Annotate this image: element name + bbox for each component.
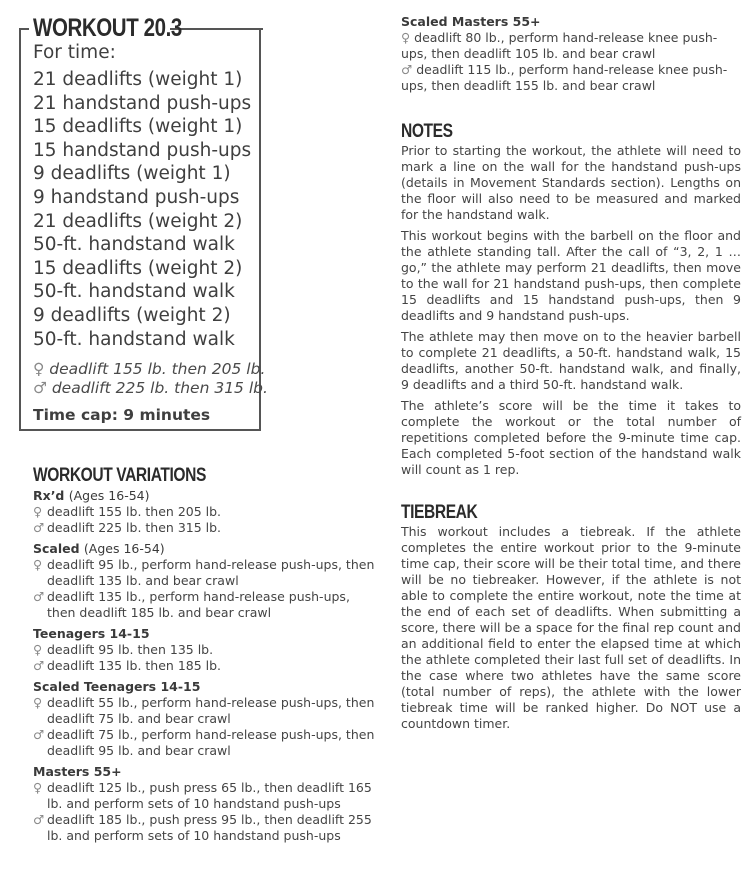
male-symbol-icon: ♂ xyxy=(33,589,45,604)
variation-ages: (Ages 16-54) xyxy=(83,541,165,556)
variation-male-text: deadlift 185 lb., push press 95 lb., then deadlift 255 lb. and perform sets of 10 handstand push-ups xyxy=(47,812,372,843)
variation-male xyxy=(33,658,378,674)
notes-heading-text: NOTES xyxy=(401,121,453,142)
variation-male xyxy=(33,520,378,536)
movement-item: 21 deadlifts (weight 2) xyxy=(33,210,243,232)
movement-list xyxy=(33,68,251,351)
female-weights-text: deadlift 155 lb. then 205 lb. xyxy=(49,360,266,378)
male-weights-text: deadlift 225 lb. then 315 lb. xyxy=(51,379,268,397)
variation-female xyxy=(33,780,378,812)
variation-name: Rx’d xyxy=(33,488,65,503)
variation-male xyxy=(33,727,378,759)
female-symbol-icon: ♀ xyxy=(33,504,43,519)
male-symbol-icon: ♂ xyxy=(33,658,45,673)
right-column xyxy=(401,13,741,737)
variation-female xyxy=(33,642,378,658)
variation-female-text: deadlift 125 lb., push press 65 lb., then deadlift 165 lb. and perform sets of 10 handstand push-ups xyxy=(47,780,372,811)
variation-female-text: deadlift 95 lb., perform hand-release push-ups, then deadlift 135 lb. and bear crawl xyxy=(47,557,375,588)
movement-item: 21 deadlifts (weight 1) xyxy=(33,69,243,90)
movement-item: 9 deadlifts (weight 1) xyxy=(33,163,231,185)
movement-item: 15 deadlifts (weight 2) xyxy=(33,257,243,279)
notes-paragraph: Prior to starting the workout, the athlete will need to mark a line on the wall for the handstand push-ups (details in Movement Standards section). Lengths on the floor will also need to be measured and marked for the handstand walk. xyxy=(401,143,741,222)
variation-male xyxy=(401,62,741,94)
female-symbol-icon: ♀ xyxy=(33,695,43,710)
variation-female xyxy=(33,695,378,727)
workout-title-text: WORKOUT 20.3 xyxy=(33,14,182,42)
variation-male-text: deadlift 75 lb., perform hand-release push-ups, then deadlift 95 lb. and bear crawl xyxy=(47,727,375,758)
notes-paragraph: This workout begins with the barbell on the floor and the athlete standing tall. After the call of “3, 2, 1 … go,” the athlete may perform 21 deadlifts, then move to the wall for 21 handstand push-ups, then complete 15 deadlifts and 15 handstand push-ups, then 9 deadlifts and 9 handstand push-ups. xyxy=(401,228,741,323)
time-cap: Time cap: 9 minutes xyxy=(33,406,211,424)
workout-variations xyxy=(33,464,378,844)
male-symbol-icon: ♂ xyxy=(401,62,413,77)
workout-weights xyxy=(33,360,268,398)
female-symbol-icon: ♀ xyxy=(33,642,43,657)
variation-group-title: Scaled Teenagers 14-15 xyxy=(33,679,201,694)
male-symbol-icon: ♂ xyxy=(33,520,45,535)
female-symbol-icon: ♀ xyxy=(33,360,45,378)
variations-heading xyxy=(33,464,378,487)
variation-ages: (Ages 16-54) xyxy=(68,488,150,503)
variation-male xyxy=(33,589,378,621)
variation-female-text: deadlift 95 lb. then 135 lb. xyxy=(47,642,214,657)
variation-group-title: Masters 55+ xyxy=(33,764,122,779)
workout-subtitle: For time: xyxy=(33,42,116,63)
movement-item: 9 deadlifts (weight 2) xyxy=(33,304,231,326)
variation-male-text: deadlift 115 lb., perform hand-release knee push-ups, then deadlift 155 lb. and bear crawl xyxy=(401,62,728,93)
box-border-top-left xyxy=(19,28,29,30)
female-symbol-icon: ♀ xyxy=(33,780,43,795)
variation-group-title xyxy=(33,487,378,504)
female-symbol-icon: ♀ xyxy=(401,30,411,45)
movement-item: 9 handstand push-ups xyxy=(33,186,240,208)
variation-female xyxy=(33,557,378,589)
movement-item: 50-ft. handstand walk xyxy=(33,328,235,350)
variations-heading-text: WORKOUT VARIATIONS xyxy=(33,465,206,486)
tiebreak-heading-text: TIEBREAK xyxy=(401,502,478,523)
variation-male-text: deadlift 135 lb. then 185 lb. xyxy=(47,658,222,673)
male-symbol-icon: ♂ xyxy=(33,727,45,742)
variation-female xyxy=(401,30,741,62)
movement-item: 21 handstand push-ups xyxy=(33,92,252,114)
variation-female-text: deadlift 80 lb., perform hand-release knee push-ups, then deadlift 105 lb. and bear crawl xyxy=(401,30,718,61)
variation-group-title xyxy=(33,540,378,557)
workout-title xyxy=(33,14,215,42)
variation-group-title: Scaled Masters 55+ xyxy=(401,14,541,29)
notes-heading xyxy=(401,120,741,143)
female-weights xyxy=(33,360,268,379)
variation-male-text: deadlift 135 lb., perform hand-release push-ups, then deadlift 185 lb. and bear crawl xyxy=(47,589,350,620)
variation-name: Scaled xyxy=(33,541,80,556)
variation-group-title: Teenagers 14-15 xyxy=(33,626,150,641)
movement-item: 15 deadlifts (weight 1) xyxy=(33,116,243,138)
male-weights xyxy=(33,379,268,398)
variation-male xyxy=(33,812,378,844)
movement-item: 15 handstand push-ups xyxy=(33,139,252,161)
notes-paragraph: The athlete’s score will be the time it takes to complete the workout or the total number of repetitions completed before the 9-minute time cap. Each completed 5-foot section of the handstand walk will count as 1 rep. xyxy=(401,398,741,477)
tiebreak-paragraph: This workout includes a tiebreak. If the athlete completes the entire workout prior to the 9-minute time cap, their score will be their total time, and there will be no tiebreaker. However, if the athlete is not able to complete the entire workout, note the time at the end of each set of deadlifts. When submitting a score, there will be a space for the final rep count and an additional field to enter the elapsed time at which the athlete completed their last full set of deadlifts. In the case where two athletes have the same score (total number of reps), the athlete with the lower tiebreak time will be ranked higher. Do NOT use a countdown timer. xyxy=(401,524,741,731)
female-symbol-icon: ♀ xyxy=(33,557,43,572)
variation-female-text: deadlift 55 lb., perform hand-release push-ups, then deadlift 75 lb. and bear crawl xyxy=(47,695,375,726)
tiebreak-heading xyxy=(401,501,741,524)
male-symbol-icon: ♂ xyxy=(33,812,45,827)
variation-male-text: deadlift 225 lb. then 315 lb. xyxy=(47,520,222,535)
male-symbol-icon: ♂ xyxy=(33,379,47,397)
variation-female xyxy=(33,504,378,520)
variation-female-text: deadlift 155 lb. then 205 lb. xyxy=(47,504,222,519)
notes-paragraph: The athlete may then move on to the heavier barbell to complete 21 deadlifts, a 50-ft. handstand walk, 15 deadlifts, another 50-ft. handstand walk, and finally, 9 deadlifts and a third 50-ft. handstand walk. xyxy=(401,329,741,392)
movement-item: 50-ft. handstand walk xyxy=(33,234,235,256)
movement-item: 50-ft. handstand walk xyxy=(33,281,235,303)
